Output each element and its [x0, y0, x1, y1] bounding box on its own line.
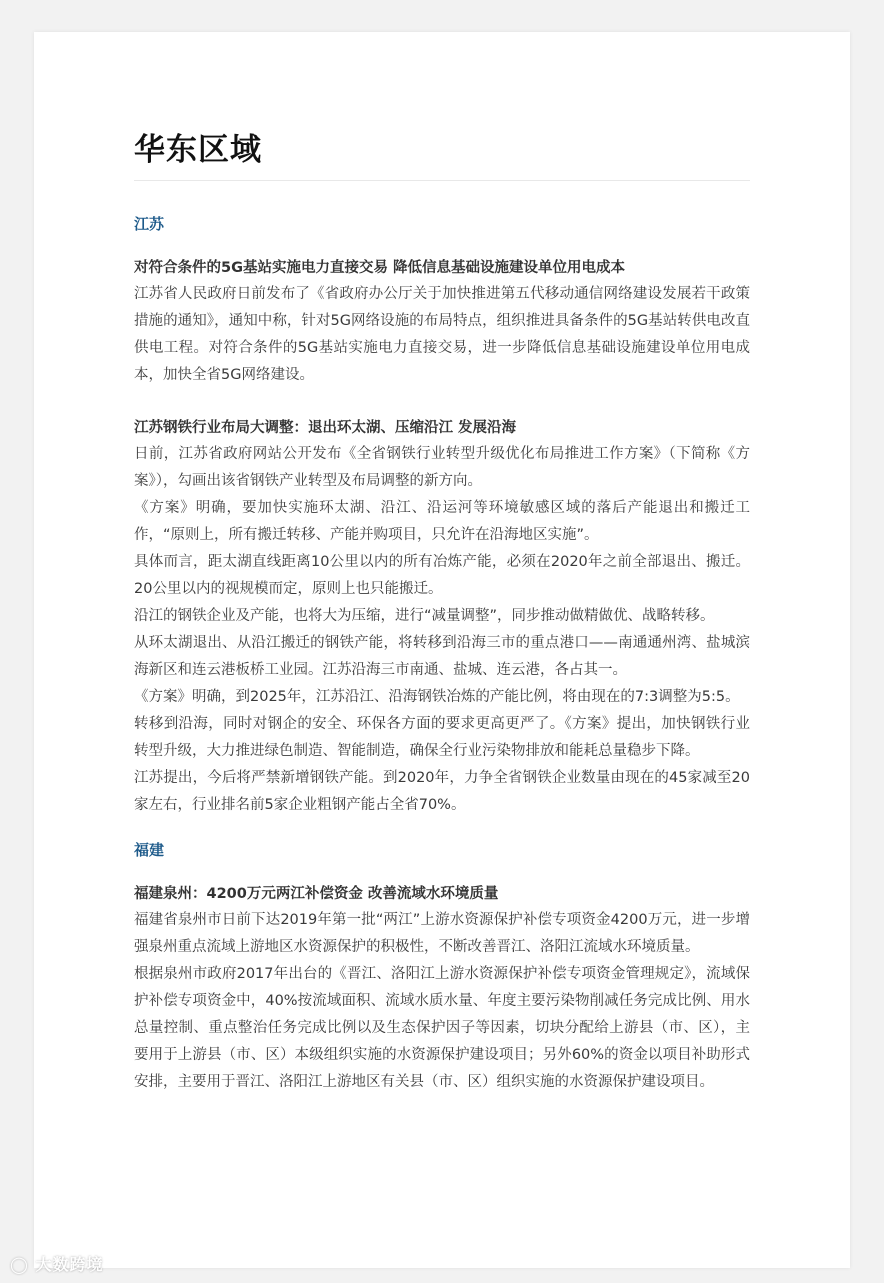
- document-content: [134, 128, 750, 1096]
- region-heading: 福建: [134, 841, 165, 859]
- article-title: 对符合条件的5G基站实施电力直接交易 降低信息基础设施建设单位用电成本: [134, 260, 626, 276]
- article-paragraph: 江苏提出，今后将严禁新增钢铁产能。到2020年，力争全省钢铁企业数量由现在的45家减至20家左右，行业排名前5家企业粗钢产能占全省70%。: [134, 770, 750, 813]
- article: [134, 415, 750, 819]
- watermark-text: 大数跨境: [35, 1255, 104, 1274]
- document-card: [34, 32, 850, 1268]
- article-paragraph: 福建省泉州市日前下达2019年第一批“两江”上游水资源保护补偿专项资金4200万元，进一步增强泉州重点流域上游地区水资源保护的积极性，不断改善晋江、洛阳江流域水环境质量。: [134, 912, 750, 955]
- region-heading: 江苏: [134, 215, 165, 233]
- article-paragraph: 从环太湖退出、从沿江搬迁的钢铁产能，将转移到沿海三市的重点港口——南通通州湾、盐城滨海新区和连云港板桥工业园。江苏沿海三市南通、盐城、连云港，各占其一。: [134, 635, 750, 678]
- article: [134, 255, 750, 389]
- article-paragraph: 沿江的钢铁企业及产能，也将大为压缩，进行“减量调整”，同步推动做精做优、战略转移。: [134, 608, 715, 624]
- logo-icon: ◯: [10, 1255, 29, 1274]
- article-paragraph: 《方案》明确，要加快实施环太湖、沿江、沿运河等环境敏感区域的落后产能退出和搬迁工作，“原则上，所有搬迁转移、产能并购项目，只允许在沿海地区实施”。: [134, 500, 750, 543]
- page-title: 华东区域: [134, 128, 750, 181]
- section-jiangsu: [134, 211, 750, 819]
- article-paragraph: 转移到沿海，同时对钢企的安全、环保各方面的要求更高更严了。《方案》提出，加快钢铁行业转型升级，大力推进绿色制造、智能制造，确保全行业污染物排放和能耗总量稳步下降。: [134, 716, 750, 759]
- article: [134, 881, 750, 1096]
- article-title: 江苏钢铁行业布局大调整：退出环太湖、压缩沿江 发展沿海: [134, 420, 517, 436]
- article-paragraph: 江苏省人民政府日前发布了《省政府办公厅关于加快推进第五代移动通信网络建设发展若干政策措施的通知》，通知中称，针对5G网络设施的布局特点，组织推进具备条件的5G基站转供电改直供电工程。对符合条件的5G基站实施电力直接交易，进一步降低信息基础设施建设单位用电成本，加快全省5G网络建设。: [134, 286, 750, 383]
- article-paragraph: 具体而言，距太湖直线距离10公里以内的所有冶炼产能，必须在2020年之前全部退出、搬迁。20公里以内的视规模而定，原则上也只能搬迁。: [134, 554, 750, 597]
- article-paragraph: 日前，江苏省政府网站公开发布《全省钢铁行业转型升级优化布局推进工作方案》（下简称《方案》），勾画出该省钢铁产业转型及布局调整的新方向。: [134, 446, 750, 489]
- article-title: 福建泉州：4200万元两江补偿资金 改善流域水环境质量: [134, 886, 499, 902]
- watermark: [10, 1252, 104, 1275]
- section-fujian: [134, 837, 750, 1096]
- article-paragraph: 《方案》明确，到2025年，江苏沿江、沿海钢铁冶炼的产能比例，将由现在的7:3调整为5:5。: [134, 689, 740, 705]
- article-paragraph: 根据泉州市政府2017年出台的《晋江、洛阳江上游水资源保护补偿专项资金管理规定》，流域保护补偿专项资金中，40%按流域面积、流域水质水量、年度主要污染物削减任务完成比例、用水总量控制、重点整治任务完成比例以及生态保护因子等因素，切块分配给上游县（市、区），主要用于上游县（市、区）本级组织实施的水资源保护建设项目；另外60%的资金以项目补助形式安排，主要用于晋江、洛阳江上游地区有关县（市、区）组织实施的水资源保护建设项目。: [134, 966, 750, 1090]
